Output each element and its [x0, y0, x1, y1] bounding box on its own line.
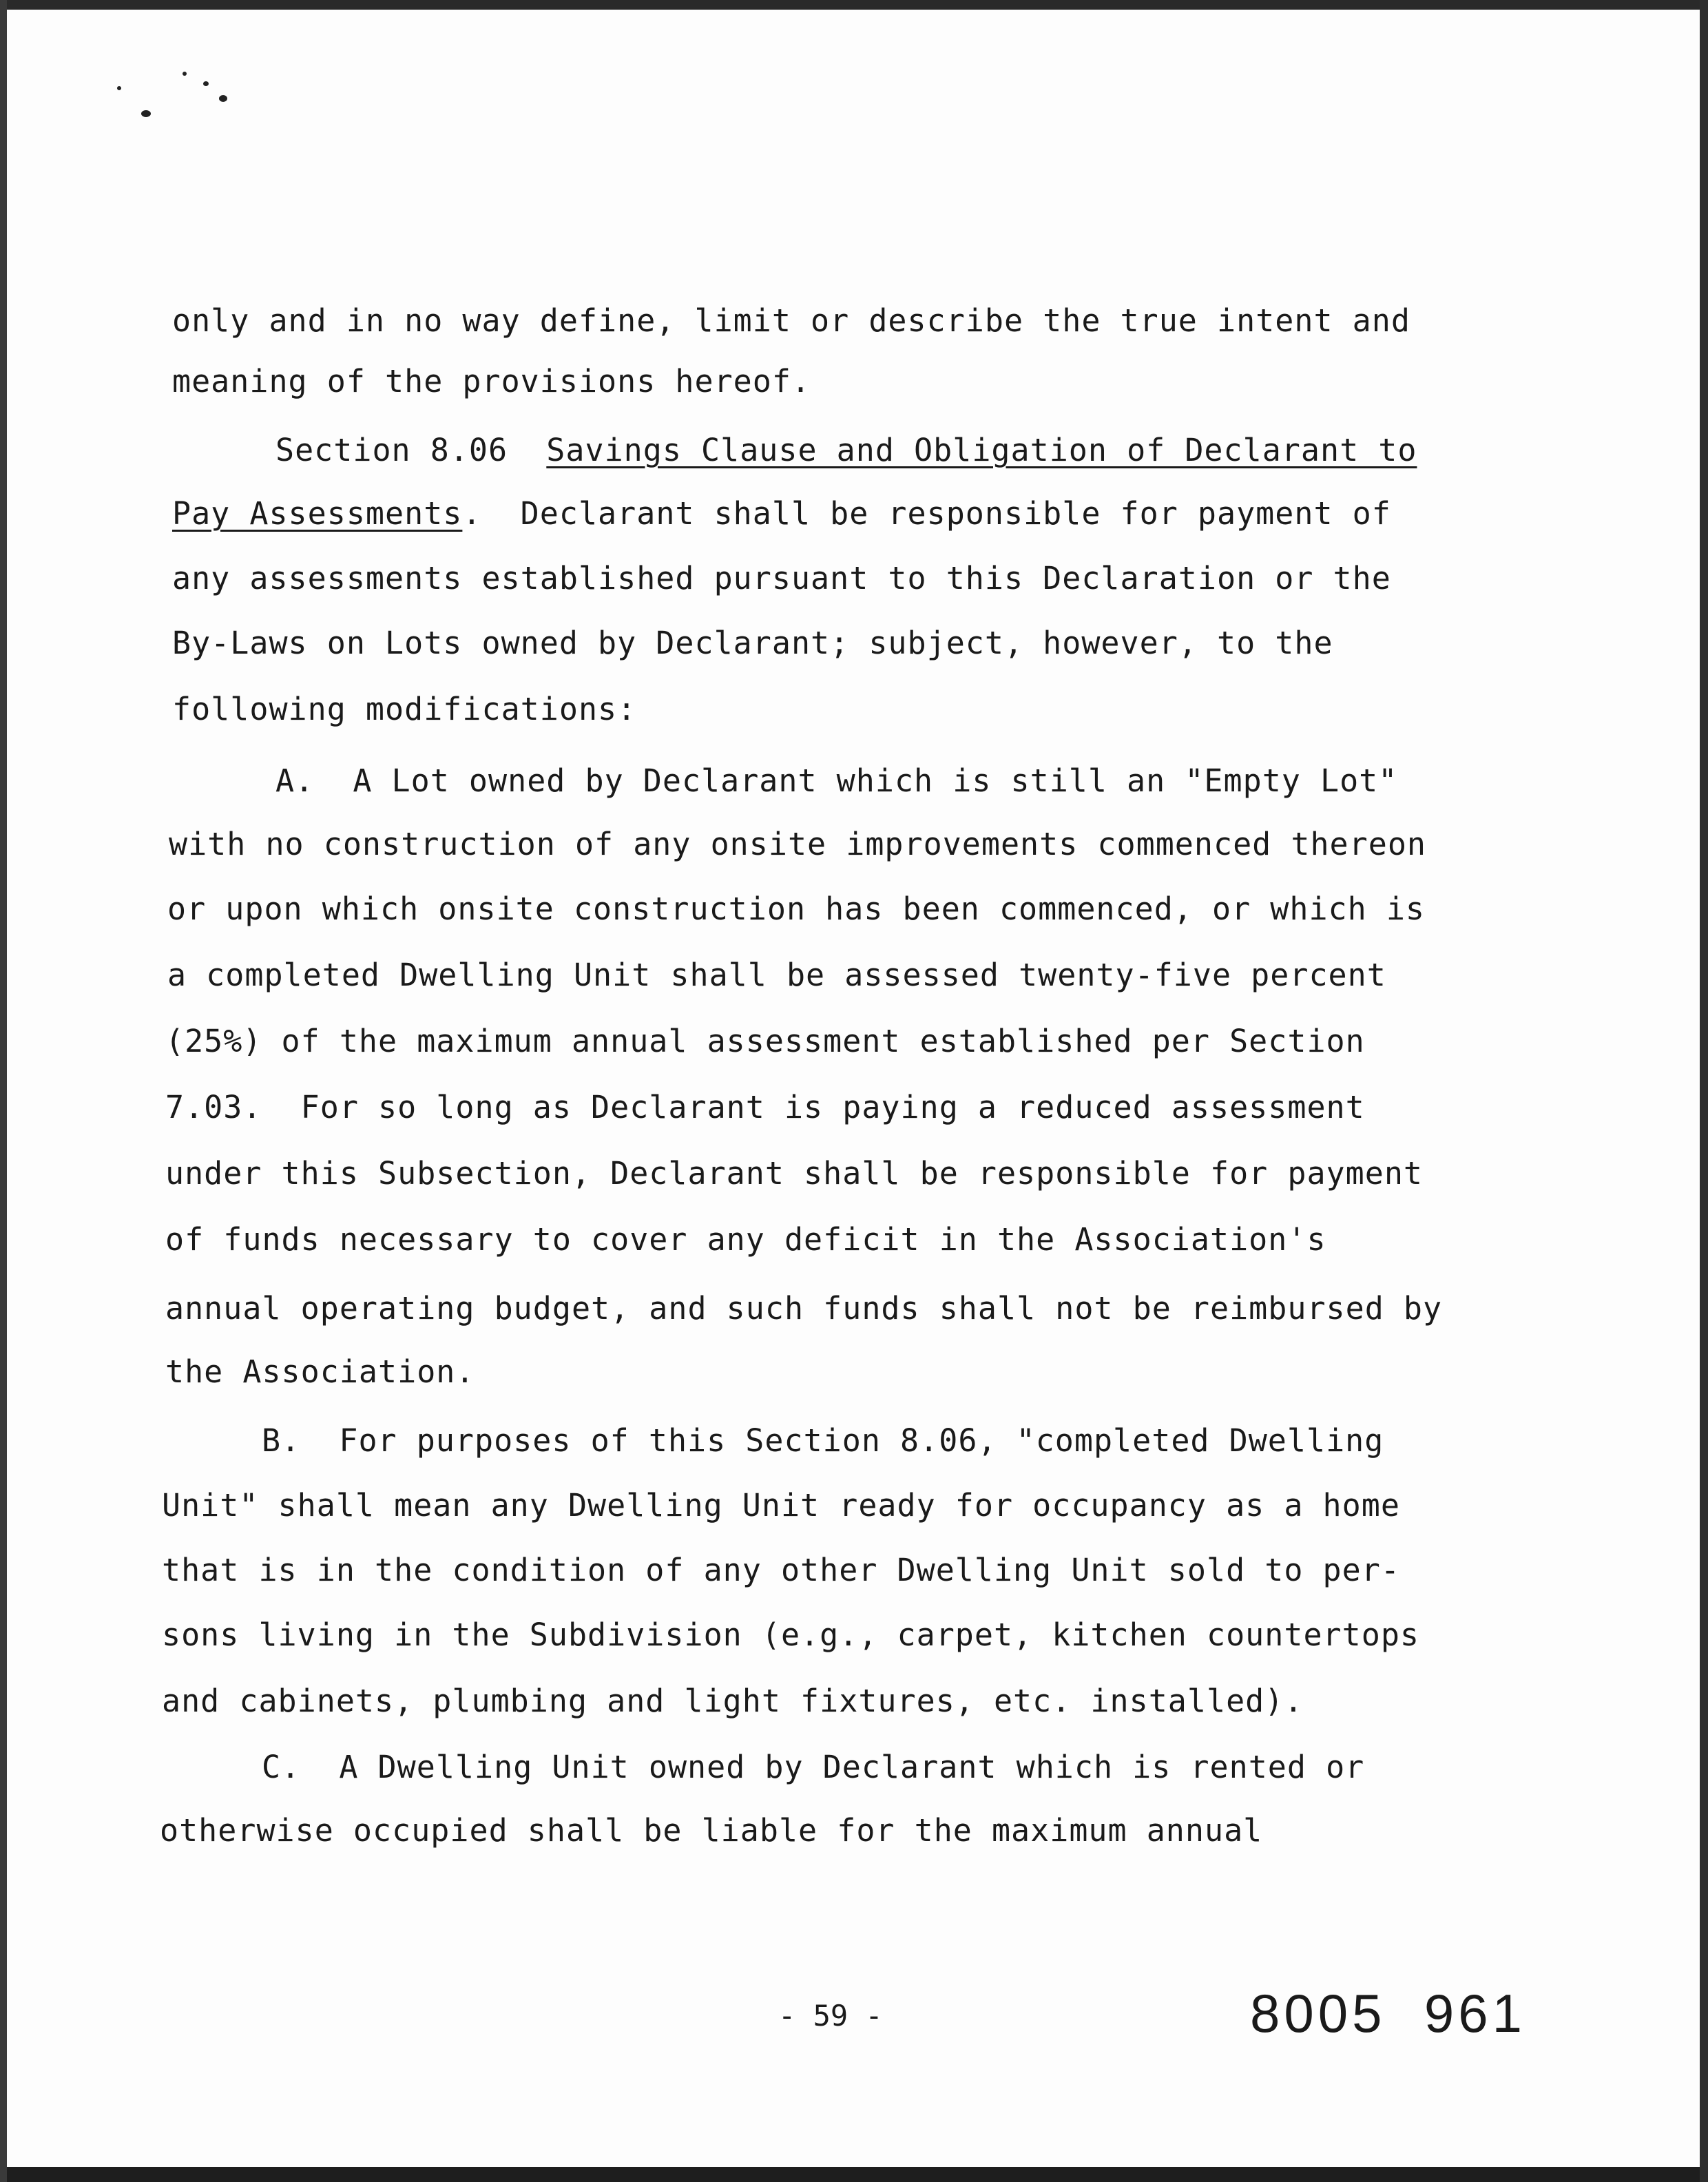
para-a-line-8: of funds necessary to cover any deficit in the Association's [165, 1221, 1326, 1258]
scan-edge-left [0, 0, 7, 2182]
para-a-line-4: a completed Dwelling Unit shall be assessed twenty-five percent [167, 957, 1386, 993]
section-number: Section 8.06 [275, 432, 508, 468]
scan-speck [141, 110, 151, 117]
scan-speck [117, 86, 121, 90]
para-a-line-1: A. A Lot owned by Declarant which is still an "Empty Lot" [275, 762, 1398, 799]
body-line-7: By-Laws on Lots owned by Declarant; subject, however, to the [172, 625, 1333, 661]
scan-edge-right [1700, 0, 1708, 2182]
para-c-line-1: C. A Dwelling Unit owned by Declarant which is rented or [262, 1749, 1365, 1785]
para-b-line-3: that is in the condition of any other Dwelling Unit sold to per- [162, 1552, 1400, 1588]
scan-speck [219, 95, 227, 102]
para-a-line-5: (25%) of the maximum annual assessment established per Section [165, 1023, 1365, 1059]
document-code: 8005 961 [1250, 1983, 1527, 2044]
section-heading-line-2 [172, 495, 1391, 533]
para-a-line-9: annual operating budget, and such funds shall not be reimbursed by [165, 1290, 1443, 1327]
body-line-1: only and in no way define, limit or describe the true intent and [172, 302, 1410, 339]
para-b-line-4: sons living in the Subdivision (e.g., carpet, kitchen countertops [162, 1617, 1419, 1653]
scan-speck [183, 72, 187, 76]
page-number: - 59 - [778, 1999, 883, 2033]
section-title-part-1: Savings Clause and Obligation of Declarant to [546, 432, 1417, 468]
section-heading-line [275, 431, 1417, 470]
scan-speck [203, 81, 209, 86]
para-b-line-5: and cabinets, plumbing and light fixtures, etc. installed). [162, 1683, 1304, 1719]
para-a-line-7: under this Subsection, Declarant shall be responsible for payment [165, 1155, 1423, 1192]
scan-edge-bottom [0, 2167, 1708, 2182]
para-a-line-10: the Association. [165, 1353, 475, 1390]
scan-edge-top [0, 0, 1708, 10]
para-c-line-2: otherwise occupied shall be liable for the maximum annual [160, 1812, 1263, 1849]
para-b-line-2: Unit" shall mean any Dwelling Unit ready for occupancy as a home [162, 1487, 1400, 1524]
body-line-6: any assessments established pursuant to this Declaration or the [172, 560, 1391, 596]
body-line-8: following modifications: [172, 691, 637, 727]
body-line-2: meaning of the provisions hereof. [172, 363, 811, 399]
section-title-part-2: Pay Assessments [172, 495, 463, 532]
para-a-line-2: with no construction of any onsite improvements commenced thereon [169, 826, 1426, 862]
para-a-line-3: or upon which onsite construction has been commenced, or which is [167, 891, 1425, 927]
para-a-line-6: 7.03. For so long as Declarant is paying a reduced assessment [165, 1089, 1365, 1125]
para-b-line-1: B. For purposes of this Section 8.06, "completed Dwelling [262, 1422, 1384, 1459]
section-intro-text: . Declarant shall be responsible for payment of [462, 495, 1391, 532]
